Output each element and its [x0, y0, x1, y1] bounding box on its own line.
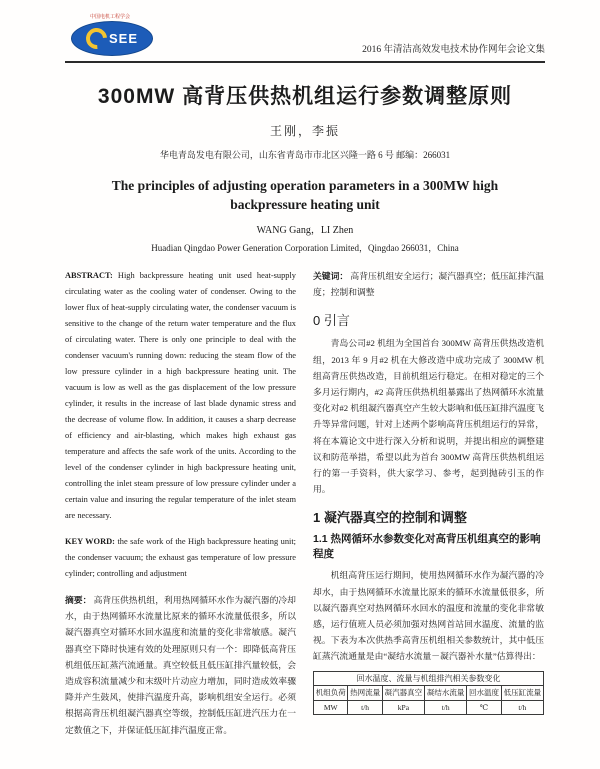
authors-cn: 王刚，李振: [269, 124, 340, 138]
keywords-en-text: the safe work of the High backpressure heating unit; the condenser vacuum; the exhaust gas temperature of low pressure cylinder; controlling and adjustment: [65, 537, 296, 578]
parameters-table: [313, 671, 544, 716]
left-column: [65, 268, 296, 738]
keywords-en-label: KEY WORD:: [65, 537, 115, 546]
csee-logo-ellipse: [71, 21, 153, 56]
page-header: [65, 12, 545, 58]
abstract-cn-text: 高背压供热机组，利用热网循环水作为凝汽器的冷却水，由于热网循环水流量比原来的循环水流量低很多，所以凝汽器真空对循环水回水温度和流量的变化非常敏感。凝汽器真空下降时快速有效的处理原则只有一个：即降低高背压机组低压缸蒸汽流通量。真空较低且低压缸排汽量较低，会造成容积流量减少和末级叶片动应力增加，同时造成效率骤降并产生鼓风，使排汽温度升高，影响机组安全运行。必须根据高背压机组凝汽器真空等级，控制低压缸进汽压力在一定数值之下，并保证低压缸排汽温度正常。: [65, 595, 296, 735]
keywords-en: [65, 534, 296, 582]
table-col-header: 凝结水流量: [425, 686, 467, 701]
csee-logo-society-text: 中国电机工程学会: [89, 14, 130, 20]
abstract-cn-label: 摘要：: [65, 595, 92, 605]
authors-en: WANG Gang，LI Zhen: [256, 225, 354, 236]
keywords-cn-text: 高背压机组安全运行；凝汽器真空；低压缸排汽温度；控制和调整: [313, 271, 544, 298]
paper-title-en: The principles of adjusting operation parameters in a 300MW high backpressure heating unit: [111, 178, 499, 212]
table-header-row: [314, 686, 544, 701]
table-col-header: 机组负荷: [314, 686, 348, 701]
paper-title-cn: 300MW 高背压供热机组运行参数调整原则: [97, 85, 513, 108]
section-heading-1-1: 1.1 热网循环水参数变化对高背压机组真空的影响程度: [313, 533, 541, 561]
table-col-header: 回水温度: [467, 686, 501, 701]
header-rule: [65, 61, 545, 63]
table-col-header: 凝汽器真空: [382, 686, 424, 701]
two-column-body: [65, 268, 545, 738]
affiliation-en: Huadian Qingdao Power Generation Corporation Limited，Qingdao 266031，China: [151, 243, 459, 253]
section-heading-intro: 0 引言: [313, 313, 350, 329]
csee-logo-c-icon: [82, 24, 112, 54]
section-heading-1: 1 凝汽器真空的控制和调整: [313, 510, 467, 526]
table-col-header: 热网流量: [348, 686, 382, 701]
csee-logo-text: SEE: [108, 31, 138, 46]
table-unit-cell: MW: [314, 700, 348, 715]
abstract-cn: [65, 592, 296, 738]
keywords-cn: [313, 268, 544, 300]
table-unit-cell: t/h: [501, 700, 543, 715]
table-unit-cell: t/h: [348, 700, 382, 715]
csee-logo: [65, 14, 155, 58]
table-title: 回水温度、流量与机组排汽相关参数变化: [314, 671, 544, 686]
right-column: [313, 268, 544, 738]
proceedings-title: 2016 年清洁高效发电技术协作网年会论文集: [362, 45, 545, 55]
table-unit-cell: kPa: [382, 700, 424, 715]
abstract-en-text: High backpressure heating unit used heat-supply circulating water as the cooling water of condenser. Owing to the lower flux of heat-supply circulating water, the condenser vacuum is sensitive to the change of the return water temperature and the flux of circulating water. There is only one principle to deal with the condenser vacuum's running down: reducing the steam flow of the low pressure cylinder in a high backpressure heating unit. The vacuum is low as well as the gas displacement of the low pressure cylinder, it results in the increase of last blade dynamic stress and the decrease of volume flow. In addition, it causes a sharp decrease of efficiency and air-blasting, which makes high exhaust gas temperature and affects the safe work of the units. According to the level of the condenser cylinder in high backpressure heating unit, controlling the inlet steam pressure of low pressure cylinder under a certain value and insuring the regular temperature of the inlet steam are necessary.: [65, 271, 296, 520]
table-unit-cell: ℃: [467, 700, 501, 715]
table-title-row: [314, 671, 544, 686]
intro-paragraph: 青岛公司#2 机组为全国首台 300MW 高背压供热改造机组，2013 年 9 月#2 机在大修改造中成功完成了 300MW 机组高背压供热改造，目前机组运行稳定。在相对稳定的三个多月运行期内，#2 高背压供热机组暴露出了热网循环水流量变化对#2 机组凝汽器真空产生较大影响和低压缸排汽温度飞升等异常问题，针对上述两个影响高背压机组运行的异常，将在本篇论文中进行深入分析和说明，并提出相应的调整建议和防范举措，希望以此为首台 300MW 高背压供热机组运行的第一手资料，供大家学习、参考，起到抛砖引玉的作用。: [313, 338, 544, 495]
abstract-en-label: ABSTRACT:: [65, 271, 113, 280]
table-unit-cell: t/h: [425, 700, 467, 715]
abstract-en: [65, 268, 296, 524]
table-units-row: [314, 700, 544, 715]
affiliation-cn: 华电青岛发电有限公司，山东省青岛市市北区兴隆一路 6 号 邮编：266031: [159, 150, 451, 160]
keywords-cn-label: 关键词：: [313, 271, 349, 281]
section-1-1-paragraph: 机组高背压运行期间，使用热网循环水作为凝汽器的冷却水，由于热网循环水流量比原来的循环水流量低很多，所以凝汽器真空对热网循环水回水的温度和流量的变化非常敏感，运行值班人员必须加强对热网首站回水温度、流量的监视。下表为本次供热季高背压机组相关参数统计，其中低压缸蒸汽流通量是由“凝结水流量－凝汽器补水量”估算得出：: [313, 570, 544, 662]
table-col-header: 低压缸流量: [501, 686, 543, 701]
